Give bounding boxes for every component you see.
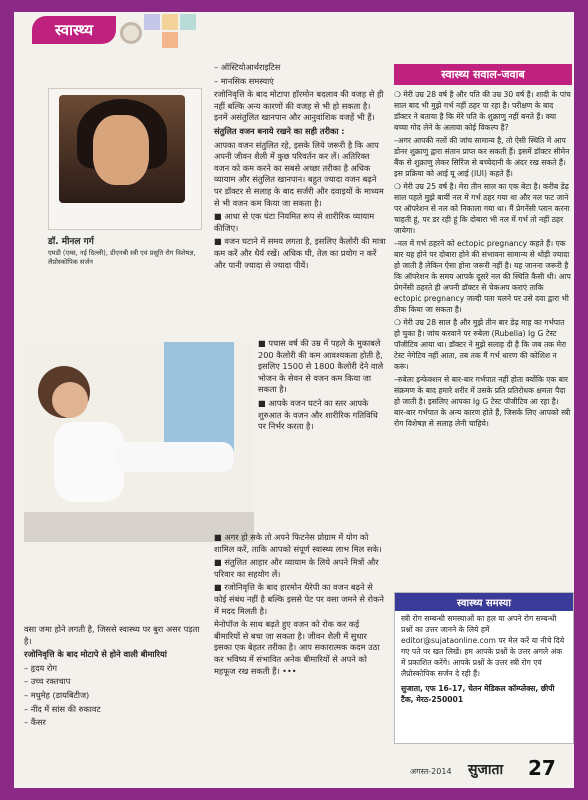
- author-portrait-image: [59, 95, 185, 203]
- answer: –रुबेला इन्फेक्शन से बार-बार गर्भपात नहीं होता क्योंकि एक बार संक्रमण के बाद हमारे शरीर में उसके प्रति प्रतिरोधक क्षमता पैदा हो जाती है। इसलिए आपका Ig G टेस्ट पॉजीटिव आ रहा है। बार-बार गर्भपात के अन्य कारण होते हैं, जिसके लिए आपको स्त्री रोग विशेषज्ञ से सलाह लेनी चाहिये।: [394, 375, 571, 428]
- closing-paragraph: मेनोपॉज के साथ बढ़ते हुए वजन को रोक कर कई बीमारियों से बचा जा सकता है। जीवन शैली में सुधार इसका एक बेहतर तरीका है। आप सकारात्मक कदम उठा कर भविष्य में संभावित अनेक बीमारियों से अपने को महफूज रख सकती हैं। •••: [214, 619, 380, 676]
- bullet: ■ आधा से एक घंटा नियमित रूप से शारीरिक व्यायाम कीजिए।: [214, 211, 375, 233]
- header-square-icon: [162, 14, 178, 30]
- qa-text: [394, 89, 572, 429]
- qa-column: [394, 64, 572, 431]
- author-name: डॉ. मीनल गर्ग: [48, 237, 94, 247]
- list-item: – ऑस्टियोआर्थराइटिस: [214, 62, 281, 72]
- bullet: ■ वजन घटाने में समय लगता है, इसलिए कैलोरी की मात्रा कम करें और धैर्य रखें। अधिक घी, तेल का प्रयोग न करें और पानी ज्यादा से ज्यादा पीयें।: [214, 236, 386, 270]
- header-square-icon: [180, 14, 196, 30]
- bullet: ■ अगर हो सके तो अपने फिटनेस प्रोग्राम में योग को शामिल करें, ताकि आपको संपूर्ण स्वास्थ्य लाभ मिल सके।: [214, 532, 382, 554]
- footer-month: अगस्त-2014: [410, 767, 452, 776]
- author-desc: एमडी (एम्स, नई दिल्ली), डीएनबी स्त्री एवं प्रसूति रोग विशेषज्ञ, लैप्रोस्कोपिक सर्जन: [48, 249, 196, 266]
- page-header: [14, 12, 574, 54]
- middle-column: [214, 62, 386, 273]
- bottom-heading: रजोनिवृत्ति के बाद मोटापे से होने वाली बीमारियां: [24, 649, 167, 660]
- bullet: ■ रजोनिवृत्ति के बाद हारमोन थैरेपी का वजन बढ़ने से कोई संबंध नहीं है बल्कि इससे पेट पर वसा जमने से रोकने में मदद मिलती है।: [214, 582, 384, 616]
- bullet: ■ संतुलित आहार और व्यायाम के लिये अपने मित्रों और परिवार का सहयोग लें।: [214, 557, 379, 579]
- box-heading: स्वास्थ्य समस्या: [395, 593, 573, 611]
- question: ❍ मेरी उम्र 28 वर्ष है और पति की उम्र 30 वर्ष है। शादी के पांच साल बाद भी मुझे गर्भ नहीं ठहर पा रहा है। परीक्षण के बाद डॉक्टर ने बताया है कि मेरे पति के शुक्राणु नहीं बनते हैं। क्या बच्चा गोद लेने के अलावा कोई विकल्प है?: [394, 90, 571, 132]
- list-item: – मधुमेह (डायबिटीज): [24, 689, 90, 700]
- header-square-icon: [162, 32, 178, 48]
- section-heading: संतुलित वजन बनाये रखने का सही तरीका :: [214, 125, 345, 136]
- bullet: ■ पचास वर्ष की उम्र में पहले के मुकाबले 200 कैलोरी की कम आवश्यकता होती है, इसलिए 1500 से 1800 कैलोरी देने वाले भोजन के सेवन से वजन कम किया जा सकता है।: [258, 338, 384, 395]
- bottom-left-text: [24, 624, 208, 729]
- page-number: 27: [528, 756, 556, 780]
- question: ❍ मेरी उम्र 28 साल है और मुझे तीन बार डेढ़ माह का गर्भपात हो चुका है। जांच करवाने पर रुबेला (Rubella) Ig G टेस्ट पॉजीटिव आया था। डॉक्टर ने मुझे सलाह दी है कि जब तक मेरा टेस्ट नेगेटिव नहीं आता, तब तक मैं गर्भ धारण की कोशिश न करूं।: [394, 318, 567, 371]
- qa-heading: स्वास्थ्य सवाल-जवाब: [394, 64, 572, 85]
- author-caption: [48, 234, 200, 267]
- answer: –अगर आपकी नलों की जांच सामान्य है, तो ऐसी स्थिति में आप डोनर शुक्राणु द्वारा संतान प्राप्त कर सकती हैं। इसमें डॉक्टर सीमेन बैंक से शुक्राणु लेकर सिरिंज से बच्चेदानी के अंदर रख सकते हैं। इस प्रक्रिया को आई यू आई (IUI) कहते हैं।: [394, 136, 570, 178]
- middle-column-narrow: [258, 338, 386, 435]
- author-photo: [48, 88, 202, 230]
- author-face: [93, 115, 149, 185]
- bottom-left-block: [24, 624, 208, 731]
- answer: –नल में गर्भ ठहरने को ectopic pregnancy कहते हैं। एक बार यह होने पर दोबारा होने की संभावना सामान्य से थोड़ी ज्यादा हो जाती है लेकिन ऐसा होना जरूरी नहीं है। यह जानना जरूरी है कि ऑपरेशन के समय आपके दूसरे नल की स्थिति कैसी थी। आप प्रेगनेंसी ठहरते ही अपनी डॉक्टर से चेकअप कराएं ताकि ectopic pregnancy जल्दी पता चलने पर उसे दवा द्वारा भी ठीक किया जा सकता है।: [394, 239, 571, 314]
- header-dot-icon: [120, 22, 142, 44]
- header-square-icon: [144, 14, 160, 30]
- article-photo: [24, 342, 254, 542]
- bottom-text: वसा जमा होने लगती है, जिससे स्वास्थ्य पर बुरा असर पड़ता है।: [24, 624, 200, 646]
- page-footer: [390, 758, 570, 782]
- list-item: – उच्च रक्तचाप: [24, 676, 71, 687]
- section-brand: स्वास्थ्य: [32, 16, 116, 44]
- magazine-page: [14, 12, 574, 788]
- health-problem-box: [394, 592, 574, 744]
- list-item: – हृदय रोग: [24, 662, 57, 673]
- list-item: – नींद में सांस की रुकावट: [24, 703, 101, 714]
- bullet: ■ आपके वजन घटने का स्तर आपके शुरुआत के वजन और शारीरिक गतिविधि पर निर्भर करता है।: [258, 397, 378, 432]
- paragraph: आपका वजन संतुलित रहे, इसके लिये जरूरी है कि आप अपनी जीवन शैली में कुछ परिवर्तन कर लें। अतिरिक्त वजन को कम करने का सबसे अच्छा तरीका है अधिक व्यायाम और संतुलित खानपान। बहुत ज्यादा वजन बढ़ने पर डॉक्टर से सलाह के बाद सर्जरी और दवाइयों के माध्यम से भी वजन कम किया जा सकता है।: [214, 139, 384, 208]
- list-item: – कैंसर: [24, 717, 46, 728]
- footer-logo: सुजाता: [468, 762, 504, 778]
- question: ❍ मेरी उम्र 25 वर्ष है। मेरा तीन साल का एक बेटा है। करीब डेढ़ साल पहले मुझे बायीं नल में गर्भ ठहर गया था और नल फट जाने पर ऑपरेशन से नल को निकाला गया था। मैं प्रेगनेंसी प्लान करना चाहती हूं, पर डर रही हूं कि दोबारा भी नल में गर्भ तो नहीं ठहर जायेगा।: [394, 182, 570, 235]
- box-text: स्त्री रोग सम्बन्धी समस्याओं का हल या अपने रोग सम्बन्धी प्रश्नों का उत्तर जानने के लिये हमें editor@sujataonline.com पर मेल करें या नीचे दिये गए पते पर खत लिखें। हम आपके प्रश्नों के उत्तर अगले अंक में प्रकाशित करेंगे। आपके प्रश्नों के उत्तर स्त्री रोग एवं लैप्रोस्कोपिक सर्जन दे रही हैं।: [401, 614, 565, 678]
- list-item: – मानसिक समस्याएं: [214, 75, 274, 86]
- paragraph: रजोनिवृत्ति के बाद मोटापा हॉरमोन बदलाव की वजह से ही नहीं बल्कि अन्य कारणों की वजह से भी हो सकता है। इनमें असंतुलित खानपान और आनुवांशिक वजहें भी हैं।: [214, 89, 384, 123]
- box-address: सुजाता, एफ 16-17, चेतन मेडिकल कॉम्प्लेक्स, छीपी टैंक, मेरठ-250001: [401, 684, 555, 704]
- middle-column-bottom: [214, 532, 386, 679]
- woman-on-scale-image: [24, 342, 254, 542]
